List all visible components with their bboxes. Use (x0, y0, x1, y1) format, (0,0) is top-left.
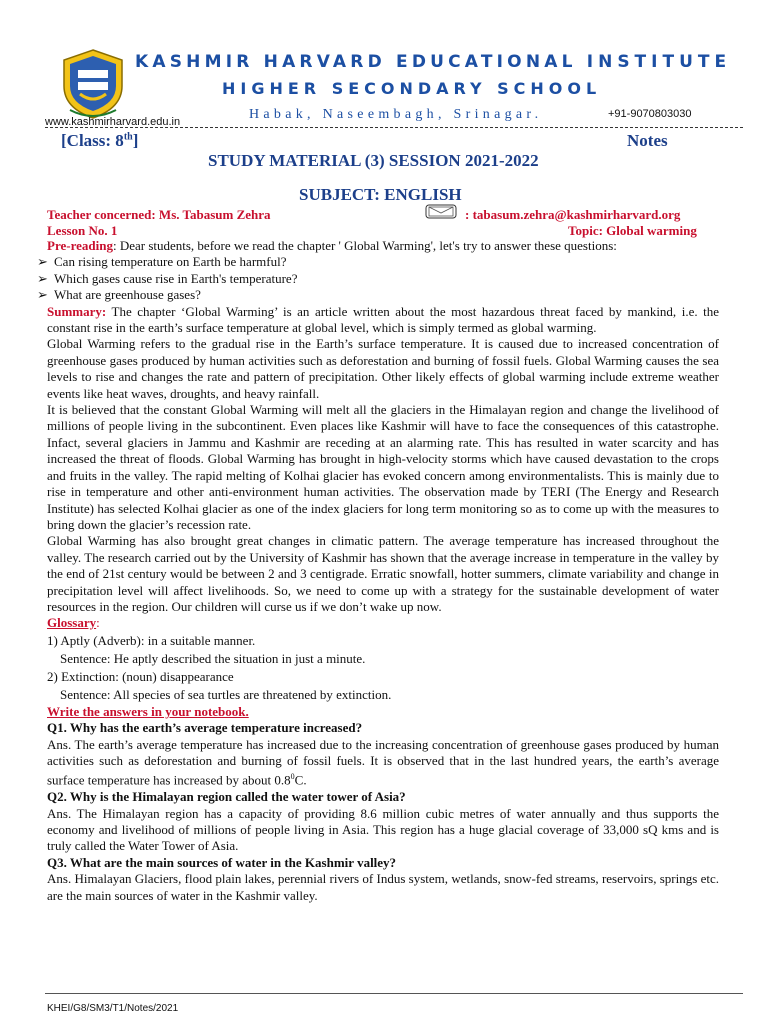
subject-title: SUBJECT: ENGLISH (299, 185, 462, 204)
summary-paragraph: It is believed that the constant Global Warming will melt all the glaciers in the Himalayan region and change the livelihood of millions of people living in the subcontinent. Even places like Kashmir will have to face the consequences of this catastrophe. Infact, several glaciers in Jammu and Kashmir are receding at an alarming rate. This has resulted in water scarcity and has increased the threat of floods. Global Warming has brought in high-velocity storms which have caused devastation to the crops and fruits in the valley. The rapid melting of Kolhai glacier has evoked concern among environmentalists. This is mainly due to rise in temperature and other anti-environment human activities. The observation made by TERI (The Energy and Research Institute) has selected Kolhai glacier as one of the index glaciers for long term monitoring so as to come up with the measures to bring down the glacier’s recession rate. (47, 402, 719, 532)
glossary-heading: Glossary: (47, 615, 100, 631)
footer-divider (45, 993, 743, 994)
prereading-question: ➢ Which gases cause rise in Earth's temperature? (37, 271, 709, 287)
summary-paragraph: Global Warming refers to the gradual rise in the Earth’s surface temperature. It is caused due to increased concentration of greenhouse gases produced by human activities such as deforestation and burning of fossil fuels. Global Warming causes the sea levels to rise and changes the rate and pattern of precipitation. Other likely effects of global warming include extreme weather events like heat waves, droughts, and heavy rainfall. (47, 336, 719, 401)
teacher-email[interactable]: : tabasum.zehra@kashmirharvard.org (465, 207, 681, 222)
study-material-title: STUDY MATERIAL (3) SESSION 2021-2022 (208, 151, 539, 170)
prereading-intro: Pre-reading: Dear students, before we read the chapter ' Global Warming', let's try to answer these questions: (47, 238, 617, 253)
school-address: Habak, Naseembagh, Srinagar. (249, 107, 543, 122)
question-3: Q3. What are the main sources of water in the Kashmir valley? (47, 854, 397, 870)
website-link[interactable]: www.kashmirharvard.edu.in (45, 116, 181, 128)
email-icon (425, 204, 457, 219)
lesson-number: Lesson No. 1 (47, 223, 118, 238)
class-label: [Class: 8th] (61, 131, 139, 150)
school-name: HIGHER SECONDARY SCHOOL (222, 79, 602, 98)
summary-paragraph: Global Warming has also brought great changes in climatic pattern. The average temperature has increased throughout the valley. The research carried out by the University of Kashmir has shown that the average increase in temperature in the valley by the end of 21st century would be between 2 and 3 centigrade. Erratic snowfall, hotter summers, climate variability and change in precipitation level will affect livelihoods. So, we need to come up with a strategy for the sustainable development of water resources in the region. Our children will curse us if we don’t wake up now. (47, 533, 719, 614)
glossary-term: 1) Aptly (Adverb): in a suitable manner. (47, 632, 256, 648)
lesson-topic: Topic: Global warming (568, 223, 697, 238)
teacher-line: Teacher concerned: Ms. Tabasum Zehra (47, 207, 271, 222)
glossary-sentence: Sentence: All species of sea turtles are threatened by extinction. (60, 686, 392, 702)
qa-instruction: Write the answers in your notebook. (47, 703, 249, 719)
summary-label: Summary: (47, 303, 107, 319)
prereading-question: ➢ What are greenhouse gases? (37, 287, 709, 303)
footer-code: KHEI/G8/SM3/T1/Notes/2021 (47, 1003, 179, 1014)
glossary-sentence: Sentence: He aptly described the situation in just a minute. (60, 650, 366, 666)
prereading-label: Pre-reading (47, 238, 113, 253)
question-1: Q1. Why has the earth’s average temperature increased? (47, 720, 363, 736)
school-logo (60, 48, 126, 120)
summary-intro: Summary: The chapter ‘Global Warming’ is an article written about the most hazardous threat faced by mankind, i.e. the constant rise in the earth’s surface temperature at global level, which is simply termed as global warming. (47, 303, 719, 336)
notes-label: Notes (627, 131, 668, 150)
glossary-term: 2) Extinction: (noun) disappearance (47, 668, 234, 684)
header-divider (45, 127, 743, 128)
answer-3: Ans. Himalayan Glaciers, flood plain lakes, perennial rivers of Indus system, wetlands, snow-fed streams, reservoirs, springs etc. are the main sources of water in the Kashmir valley. (47, 871, 719, 903)
phone-number: +91-9070803030 (608, 108, 692, 120)
notes-content (47, 238, 719, 904)
answer-1: Ans. The earth’s average temperature has increased due to the increasing concentration of greenhouse gases produced by human activities such as deforestation and burning of fossil fuels. It is observed that in the last hundred years, the earth’s average surface temperature has increased by about $0.8^0C$. (47, 736, 719, 788)
institute-word: INSTITUTE (586, 52, 732, 72)
prereading-question: ➢ Can rising temperature on Earth be harmful? (37, 254, 709, 270)
question-2: Q2. Why is the Himalayan region called the water tower of Asia? (47, 789, 406, 805)
institute-name: KASHMIR HARVARD EDUCATIONAL INSTITUTE (135, 52, 732, 72)
answer-2: Ans. The Himalayan region has a capacity of providing 8.6 million cubic metres of water annually and thus supports the economy and livelihood of millions of people living in Asia. This region has a huge glacial coverage of 33,000 sQ kms and is truly called the Water Tower of Asia. (47, 805, 719, 854)
